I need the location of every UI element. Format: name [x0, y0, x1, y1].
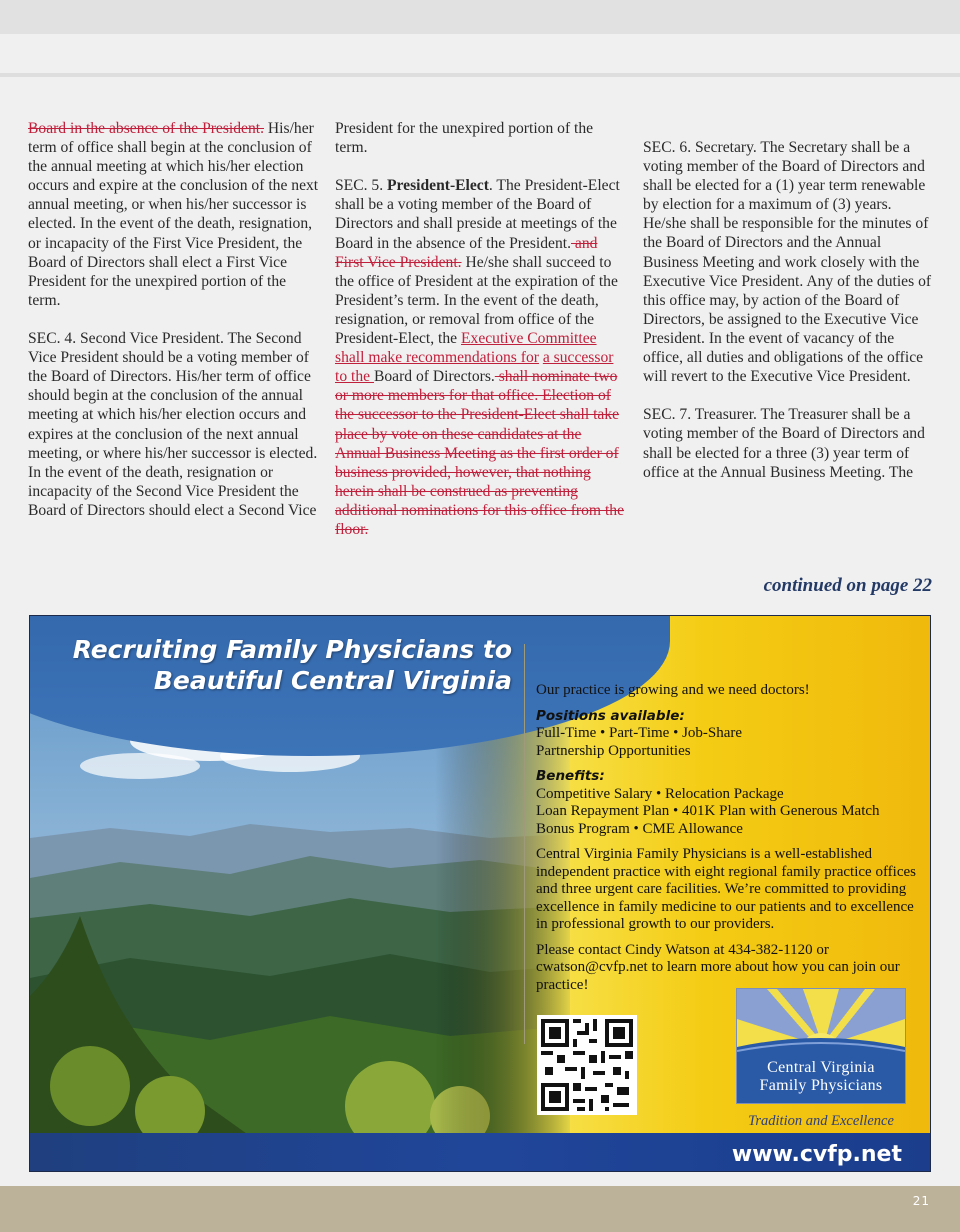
- text-column-1: [28, 119, 320, 520]
- header-divider: [0, 73, 960, 77]
- paragraph-text: . The President-Elect shall be a voting member of the Board of Directors and shall preside at meetings of the Board in the absence of the President.: [335, 177, 620, 252]
- deleted-text: and First Vice President.: [335, 234, 598, 271]
- paragraph-secretary: SEC. 6. Secretary. The Secretary shall be a voting member of the Board of Directors and shall be elected for a (1) year term renewable by election for a maximum of (3) years. He/she shall be responsible for the minutes of the Board of Directors and the Annual Business Meeting and work closely with the Executive Vice President. Any of the duties of this office may, by action of the Board of Directors, be assigned to the Executive Vice President. In the event of vacancy of the office, all duties and obligations of the office will revert to the Executive Vice President.: [643, 139, 932, 386]
- positions-block: [536, 708, 916, 761]
- deleted-text: shall nominate two or more members for that office. Election of the successor to the President-Elect shall take place by vote on these candidates at the Annual Business Meeting as the first order of business provided, however, that nothing herein shall be construed as preventing additional nominations for this office from the floor.: [335, 368, 625, 538]
- benefits-line: Loan Repayment Plan • 401K Plan with Generous Match: [536, 803, 880, 819]
- cvfp-logo: [736, 988, 906, 1104]
- positions-line: Partnership Opportunities: [536, 742, 691, 759]
- ad-contact[interactable]: Please contact Cindy Watson at 434-382-1120 or cwatson@cvfp.net to learn more about how you can join our practice!: [536, 941, 900, 993]
- ad-title-line: Recruiting Family Physicians to: [72, 635, 512, 664]
- qr-code[interactable]: [537, 1015, 637, 1115]
- paragraph-second-vice-president: SEC. 4. Second Vice President. The Second Vice President should be a voting member of the Board of Directors. His/her term of office should begin at the conclusion of the annual meeting at which his/her election occurs and expires at the conclusion of the next annual meeting, or where his/her successor is elected. In the event of the death, resignation or incapacity of the Second Vice President the Board of Directors should elect a Second Vice: [28, 330, 318, 519]
- logo-name: [737, 1059, 905, 1095]
- paragraph-president-elect: [335, 176, 625, 539]
- benefits-line: Competitive Salary • Relocation Package: [536, 785, 784, 802]
- section-title: President-Elect: [387, 177, 489, 195]
- ad-title: [73, 634, 512, 696]
- bottom-bar: [0, 1186, 960, 1232]
- paragraph-text: Board of Directors.: [373, 368, 495, 386]
- section-label: SEC. 5.: [335, 177, 387, 195]
- ad-divider: [524, 644, 525, 1044]
- ad-intro: Our practice is growing and we need doctors!: [536, 682, 810, 698]
- paragraph-unexpired-term: President for the unexpired portion of the term.: [335, 120, 594, 157]
- ad-body: [536, 682, 916, 1002]
- ad-about: Central Virginia Family Physicians is a well-established independent practice with eight regional family practice offices and three urgent care facilities. We’re committed to providing excellence in family medicine to our patients and to excellence in professional growth to our providers.: [536, 846, 916, 932]
- benefits-heading: Benefits:: [536, 768, 605, 784]
- paragraph-text: He/she shall succeed to the office of President at the expiration of the President’s term. In the event of the death, resignation, or removal from office of the President-Elect, the: [335, 253, 618, 348]
- deleted-text: Board in the absence of the President.: [28, 120, 265, 137]
- top-bar: [0, 0, 960, 34]
- ad-footer: [30, 1133, 931, 1171]
- logo-tagline: Tradition and Excellence: [748, 1113, 894, 1129]
- website-link[interactable]: www.cvfp.net: [731, 1142, 902, 1167]
- paragraph-text: His/her term of office shall begin at the conclusion of the annual meeting at which his/her election occurs and expire at the conclusion of the next annual meeting, or when his/her successor is elected. In the event of the death, resignation, or incapacity of the First Vice President, the Board of Directors shall elect a First Vice President for the unexpired portion of the term.: [28, 120, 319, 309]
- page-number: 21: [912, 1194, 930, 1208]
- positions-heading: Positions available:: [536, 707, 685, 724]
- text-column-2: [335, 119, 625, 539]
- benefits-line: Bonus Program • CME Allowance: [536, 820, 743, 837]
- ad-title-line: Beautiful Central Virginia: [153, 666, 512, 695]
- positions-line: Full-Time • Part-Time • Job-Share: [536, 725, 743, 741]
- benefits-block: [536, 768, 916, 838]
- inserted-text: a successor to the: [335, 349, 614, 386]
- logo-line: Central Virginia: [767, 1059, 875, 1076]
- paragraph-treasurer: SEC. 7. Treasurer. The Treasurer shall be a voting member of the Board of Directors and shall be elected for a three (3) year term of office at the Annual Business Meeting. The: [643, 406, 925, 481]
- inserted-text: Executive Committee shall make recommendations for: [335, 330, 597, 367]
- text-column-3: [643, 138, 935, 482]
- paragraph-first-vice-president: [28, 119, 320, 310]
- continued-link[interactable]: continued on page 22: [763, 575, 932, 596]
- logo-line: Family Physicians: [759, 1077, 883, 1094]
- recruitment-ad[interactable]: [29, 615, 931, 1172]
